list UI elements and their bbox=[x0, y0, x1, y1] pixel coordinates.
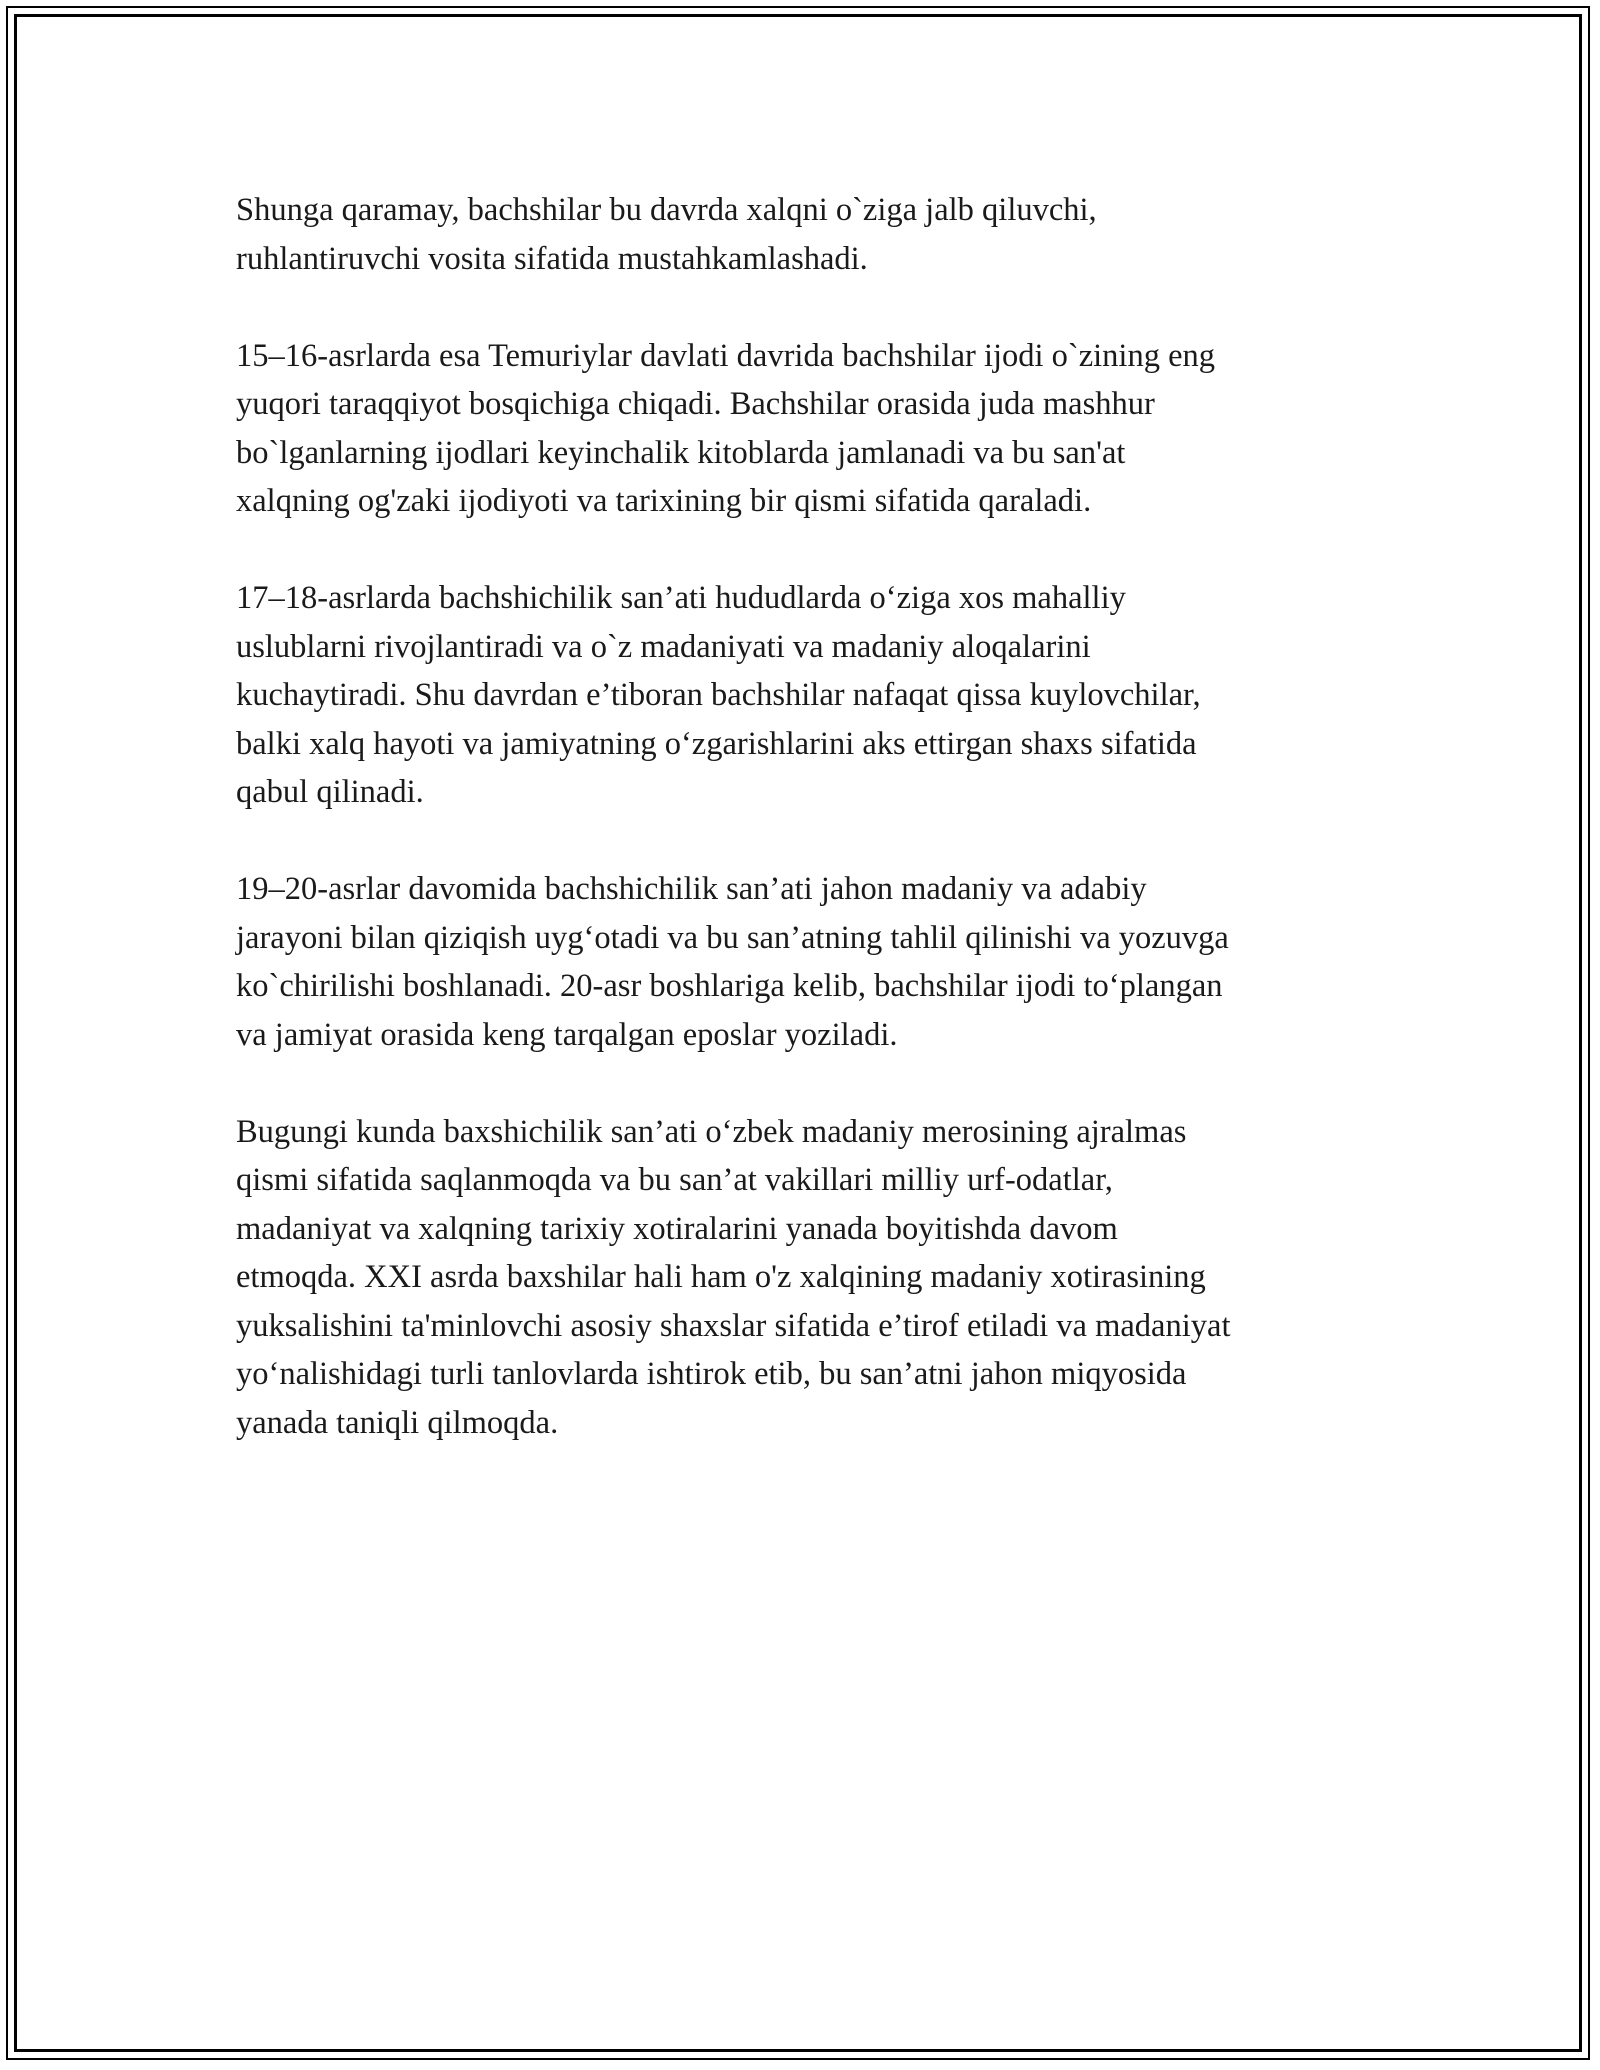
text-line: bo`lganlarning ijodlari keyinchalik kitoblarda jamlanadi va bu san'at bbox=[236, 434, 1126, 471]
paragraph-4 bbox=[236, 865, 1366, 1059]
text-line: yuqori taraqqiyot bosqichiga chiqadi. Bachshilar orasida juda mashhur bbox=[236, 386, 1155, 422]
text-line: qismi sifatida saqlanmoqda va bu san’at vakillari milliy urf-odatlar, bbox=[236, 1162, 1113, 1198]
text-line: ko`chirilishi boshlanadi. 20-asr boshlariga kelib, bachshilar ijodi to‘plangan bbox=[236, 968, 1223, 1004]
text-line: va jamiyat orasida keng tarqalgan eposlar yoziladi. bbox=[236, 1016, 898, 1053]
paragraph-1 bbox=[236, 186, 1366, 283]
text-line: yuksalishini ta'minlovchi asosiy shaxslar sifatida e’tirof etiladi va madaniyat bbox=[236, 1307, 1231, 1344]
text-line: yanada taniqli qilmoqda. bbox=[236, 1404, 559, 1441]
text-line: 19–20-asrlar davomida bachshichilik san’ati jahon madaniy va adabiy bbox=[236, 871, 1147, 907]
text-line: Shunga qaramay, bachshilar bu davrda xalqni o`ziga jalb qiluvchi, bbox=[236, 192, 1097, 228]
text-line: xalqning og'zaki ijodiyoti va tarixining bir qismi sifatida qaraladi. bbox=[236, 483, 1092, 519]
paragraph-5 bbox=[236, 1108, 1366, 1448]
paragraph-3 bbox=[236, 574, 1366, 817]
text-line: yo‘nalishidagi turli tanlovlarda ishtirok etib, bu san’atni jahon miqyosida bbox=[236, 1356, 1187, 1392]
text-line: 17–18-asrlarda bachshichilik san’ati hududlarda o‘ziga xos mahalliy bbox=[236, 580, 1126, 616]
text-line: jarayoni bilan qiziqish uyg‘otadi va bu san’atning tahlil qilinishi va yozuvga bbox=[236, 919, 1229, 956]
text-line: qabul qilinadi. bbox=[236, 774, 424, 810]
paragraph-2 bbox=[236, 332, 1366, 526]
text-line: uslublarni rivojlantiradi va o`z madaniyati va madaniy aloqalarini bbox=[236, 628, 1091, 665]
text-line: 15–16-asrlarda esa Temuriylar davlati davrida bachshilar ijodi o`zining eng bbox=[236, 337, 1216, 374]
text-line: etmoqda. XXI asrda baxshilar hali ham o'z xalqining madaniy xotirasining bbox=[236, 1259, 1206, 1295]
text-line: Bugungi kunda baxshichilik san’ati o‘zbek madaniy merosining ajralmas bbox=[236, 1113, 1187, 1150]
text-line: balki xalq hayoti va jamiyatning o‘zgarishlarini aks ettirgan shaxs sifatida bbox=[236, 725, 1197, 762]
text-line: kuchaytiradi. Shu davrdan e’tiboran bachshilar nafaqat qissa kuylovchilar, bbox=[236, 677, 1201, 713]
document-body bbox=[236, 186, 1366, 1496]
text-line: ruhlantiruvchi vosita sifatida mustahkamlashadi. bbox=[236, 240, 868, 277]
text-line: madaniyat va xalqning tarixiy xotiralarini yanada boyitishda davom bbox=[236, 1210, 1118, 1247]
